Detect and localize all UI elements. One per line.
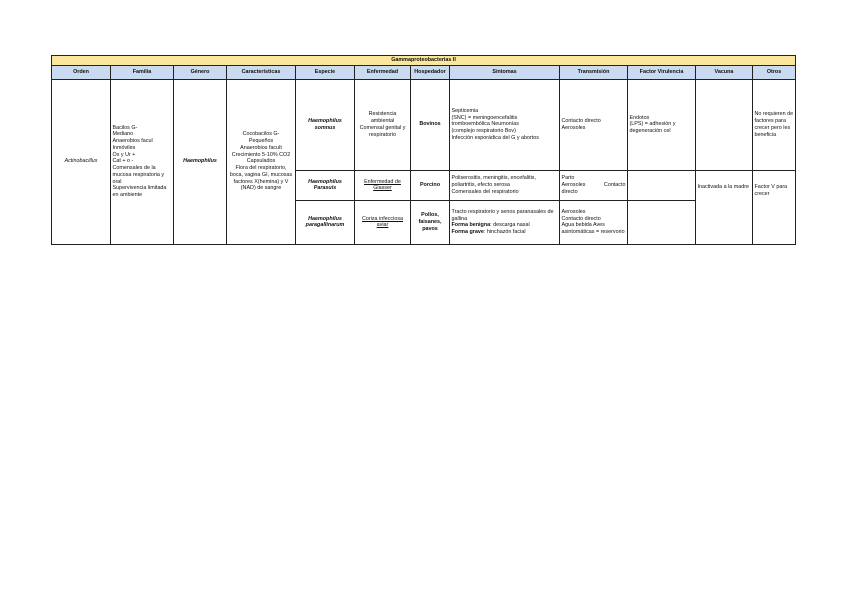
factor-line: Endotox [629, 114, 650, 121]
especie-cell: Haemophilus Parasuis [296, 170, 355, 200]
familia-line: Comensales de la mucosa respiratoria y oral [112, 165, 165, 185]
familia-line: Inmóviles [112, 144, 136, 151]
transmision-cell [560, 79, 628, 170]
familia-cell [111, 79, 174, 244]
transmision-line: Agua bebida Aves asintomáticas = reservorio [561, 222, 625, 235]
transmision-line: directo [561, 188, 578, 195]
familia-line: Cat + o - [112, 158, 134, 165]
sintomas-line [452, 229, 558, 236]
otros-cell: Factor V para crecer [753, 170, 796, 244]
transmision-line: Aerosoles [561, 124, 586, 131]
header-cell: Otros [753, 65, 796, 79]
enfermedad-cell [355, 79, 411, 170]
familia-line: Bacilos G- [112, 124, 138, 131]
genero-cell: Haemophilus [174, 79, 227, 244]
familia-line: Mediano [112, 131, 134, 138]
factor-virulencia-cell [628, 79, 696, 170]
header-cell: Género [174, 65, 227, 79]
header-cell: Orden [52, 65, 111, 79]
vacuna-cell: Inactivada a la madre [696, 170, 753, 244]
familia-line: Supervivencia limitada en ambiente [112, 185, 167, 199]
forma-benigna-text: : descarga nasal [490, 222, 530, 229]
enfermedad-line: Resistencia ambiental [368, 111, 397, 124]
sintomas-cell [450, 79, 560, 170]
header-cell: Especie [296, 65, 355, 79]
header-cell: Transmisión [560, 65, 628, 79]
sintomas-line: Comensales del respiratorio [451, 188, 519, 195]
hospedador-cell: Bovinos [411, 79, 450, 170]
header-row [52, 65, 796, 79]
transmision-line: Aerosoles [561, 208, 586, 215]
enfermedad-line: Comensal genital y respiratorio [359, 124, 406, 138]
table-row [52, 79, 796, 170]
header-cell: Características [227, 65, 296, 79]
especie-cell: Haemophilus paragallinarum [296, 200, 355, 244]
familia-line: Ox y Ur + [112, 151, 136, 158]
transmision-line: Contacto directo [561, 118, 601, 124]
enfermedad-cell: Enfermedad de Glasser [355, 170, 411, 200]
enfermedad-cell: Coriza infecciosa aviar [355, 200, 411, 244]
sheet-title: Gammaproteobacterias II [52, 56, 796, 66]
transmision-line: Parto [561, 175, 575, 182]
familia-line: Anaerobios facul [112, 138, 153, 145]
header-cell: Hospedador [411, 65, 450, 79]
factor-virulencia-cell [628, 170, 696, 200]
caracteristicas-cell [227, 79, 296, 244]
transmision-line: Contacto directo [561, 215, 601, 222]
header-cell: Familia [111, 65, 174, 79]
transmision-line [562, 182, 626, 189]
forma-grave-text: : hinchazón facial [483, 229, 526, 235]
hospedador-cell: Pollos, faisanes, pavos [411, 200, 450, 244]
caracteristicas-line: Pequeños [248, 138, 274, 145]
sintomas-line: Septicemia [451, 107, 479, 114]
header-cell: Vacuna [696, 65, 753, 79]
sintomas-line: (complejo respiratorio Bov) [451, 128, 516, 135]
sintomas-cell [450, 200, 560, 244]
orden-cell: Actinobacillus [52, 79, 111, 244]
otros-cell: No requieren de factores para crecer pero les beneficia [753, 79, 796, 170]
caracteristicas-line: Flora del respiratorio, boca, vagina GI, mucosas factores X(hemina) y V (NAD) de sangre [229, 165, 293, 192]
sintomas-line [452, 222, 558, 229]
sintomas-line: Poliserositis, meningitis, encefalitis, poliartritis, efecto serosa [451, 175, 536, 188]
gammaproteobacterias-table [51, 55, 796, 245]
sintomas-line: Tracto respiratorio y senos paranasales de gallina [451, 208, 554, 222]
sintomas-line: (SNC) = meningoencefalitis [451, 114, 518, 121]
transmision-word: Aerosoles [561, 181, 586, 188]
header-cell: Síntomas [450, 65, 560, 79]
transmision-word: Contacto [603, 181, 626, 188]
factor-virulencia-cell [628, 200, 696, 244]
sintomas-cell [450, 170, 560, 200]
transmision-cell [560, 200, 628, 244]
header-cell: Factor Virulencia [628, 65, 696, 79]
vacuna-cell [696, 79, 753, 170]
forma-benigna-label: Forma benigna [451, 222, 491, 229]
sintomas-line: tromboembólica Neumonías [451, 121, 519, 128]
sintomas-line: Infección esporádica del G y abortos [451, 134, 539, 141]
factor-line: (LPS) = adhesión y degeneración cel [629, 121, 676, 135]
forma-grave-label: Forma grave [451, 229, 484, 235]
especie-cell: Haemophilus somnus [296, 79, 355, 170]
hospedador-cell: Porcino [411, 170, 450, 200]
caracteristicas-line: Anaerobios facult [240, 144, 282, 151]
caracteristicas-line: Cocobacilos G- [242, 131, 280, 138]
caracteristicas-line: Crecimiento 5-10% CO2 Capsulados [231, 151, 291, 165]
header-cell: Enfermedad [355, 65, 411, 79]
transmision-cell [560, 170, 628, 200]
